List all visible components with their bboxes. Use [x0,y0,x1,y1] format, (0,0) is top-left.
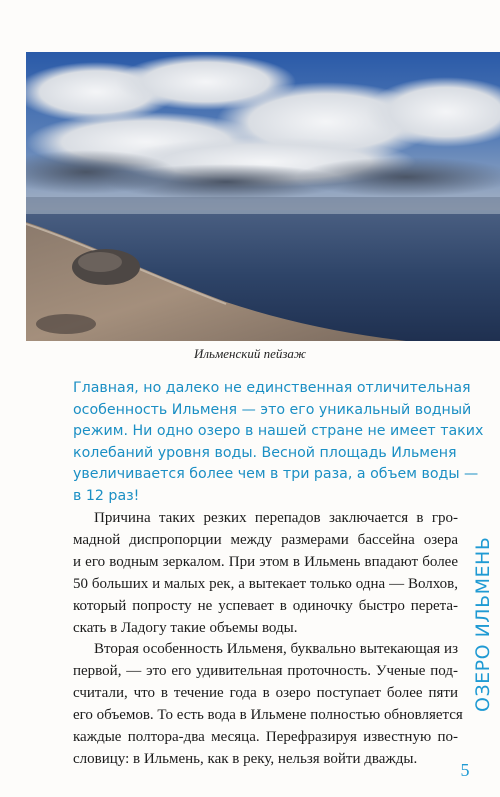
highlight-line: колебаний уровня воды. Весной площадь Ильменя [73,444,457,461]
text-line: 50 больших и малых рек, а вытекает только одна — Волхов, [73,575,458,592]
photo-caption: Ильменский пейзаж [193,346,307,361]
text-line: каждые полтора-два месяца. Перефразируя известную по- [73,729,458,746]
text-line: скать в Ладогу такие объемы воды. [73,619,298,636]
text-line: первой, — это его удивительная проточность. Ученые под- [73,663,458,680]
running-title: ОЗЕРО ИЛЬМЕНЬ [472,536,494,712]
text-line: считали, что в течение года в озеро поступает более пяти [73,685,458,702]
highlight-line: Главная, но далеко не единственная отличительная [73,380,471,396]
lake-photo [26,52,500,341]
text-line: словицу: в Ильмень, как в реку, нельзя войти дважды. [73,750,418,767]
text-line: Причина таких резких перепадов заключается в гро- [94,510,458,526]
highlight-line: увеличивается более чем в три раза, а объем воды — [73,466,479,482]
page-number: 5 [460,760,470,780]
text-line: его объемов. То есть вода в Ильмене полностью обновляется [73,707,463,724]
text-line: мадной диспропорции между размерами бассейна озера [73,531,458,548]
text-line: Вторая особенность Ильменя, буквально вытекающая из [94,641,458,658]
highlight-line: особенность Ильменя — это его уникальный водный [73,401,472,418]
lake-landscape-image [26,52,500,341]
body-text [73,508,463,771]
highlight-line: режим. Ни одно озеро в нашей стране не имеет таких [73,423,484,439]
paragraph-2 [73,639,463,770]
highlight-paragraph [73,378,485,507]
text-line: и его водным зеркалом. При этом в Ильмень впадают более [73,553,458,570]
text-line: который попросту не успевает в одиночку быстро перета- [73,597,458,614]
highlight-line: в 12 раз! [73,487,140,504]
paragraph-1 [73,508,458,639]
